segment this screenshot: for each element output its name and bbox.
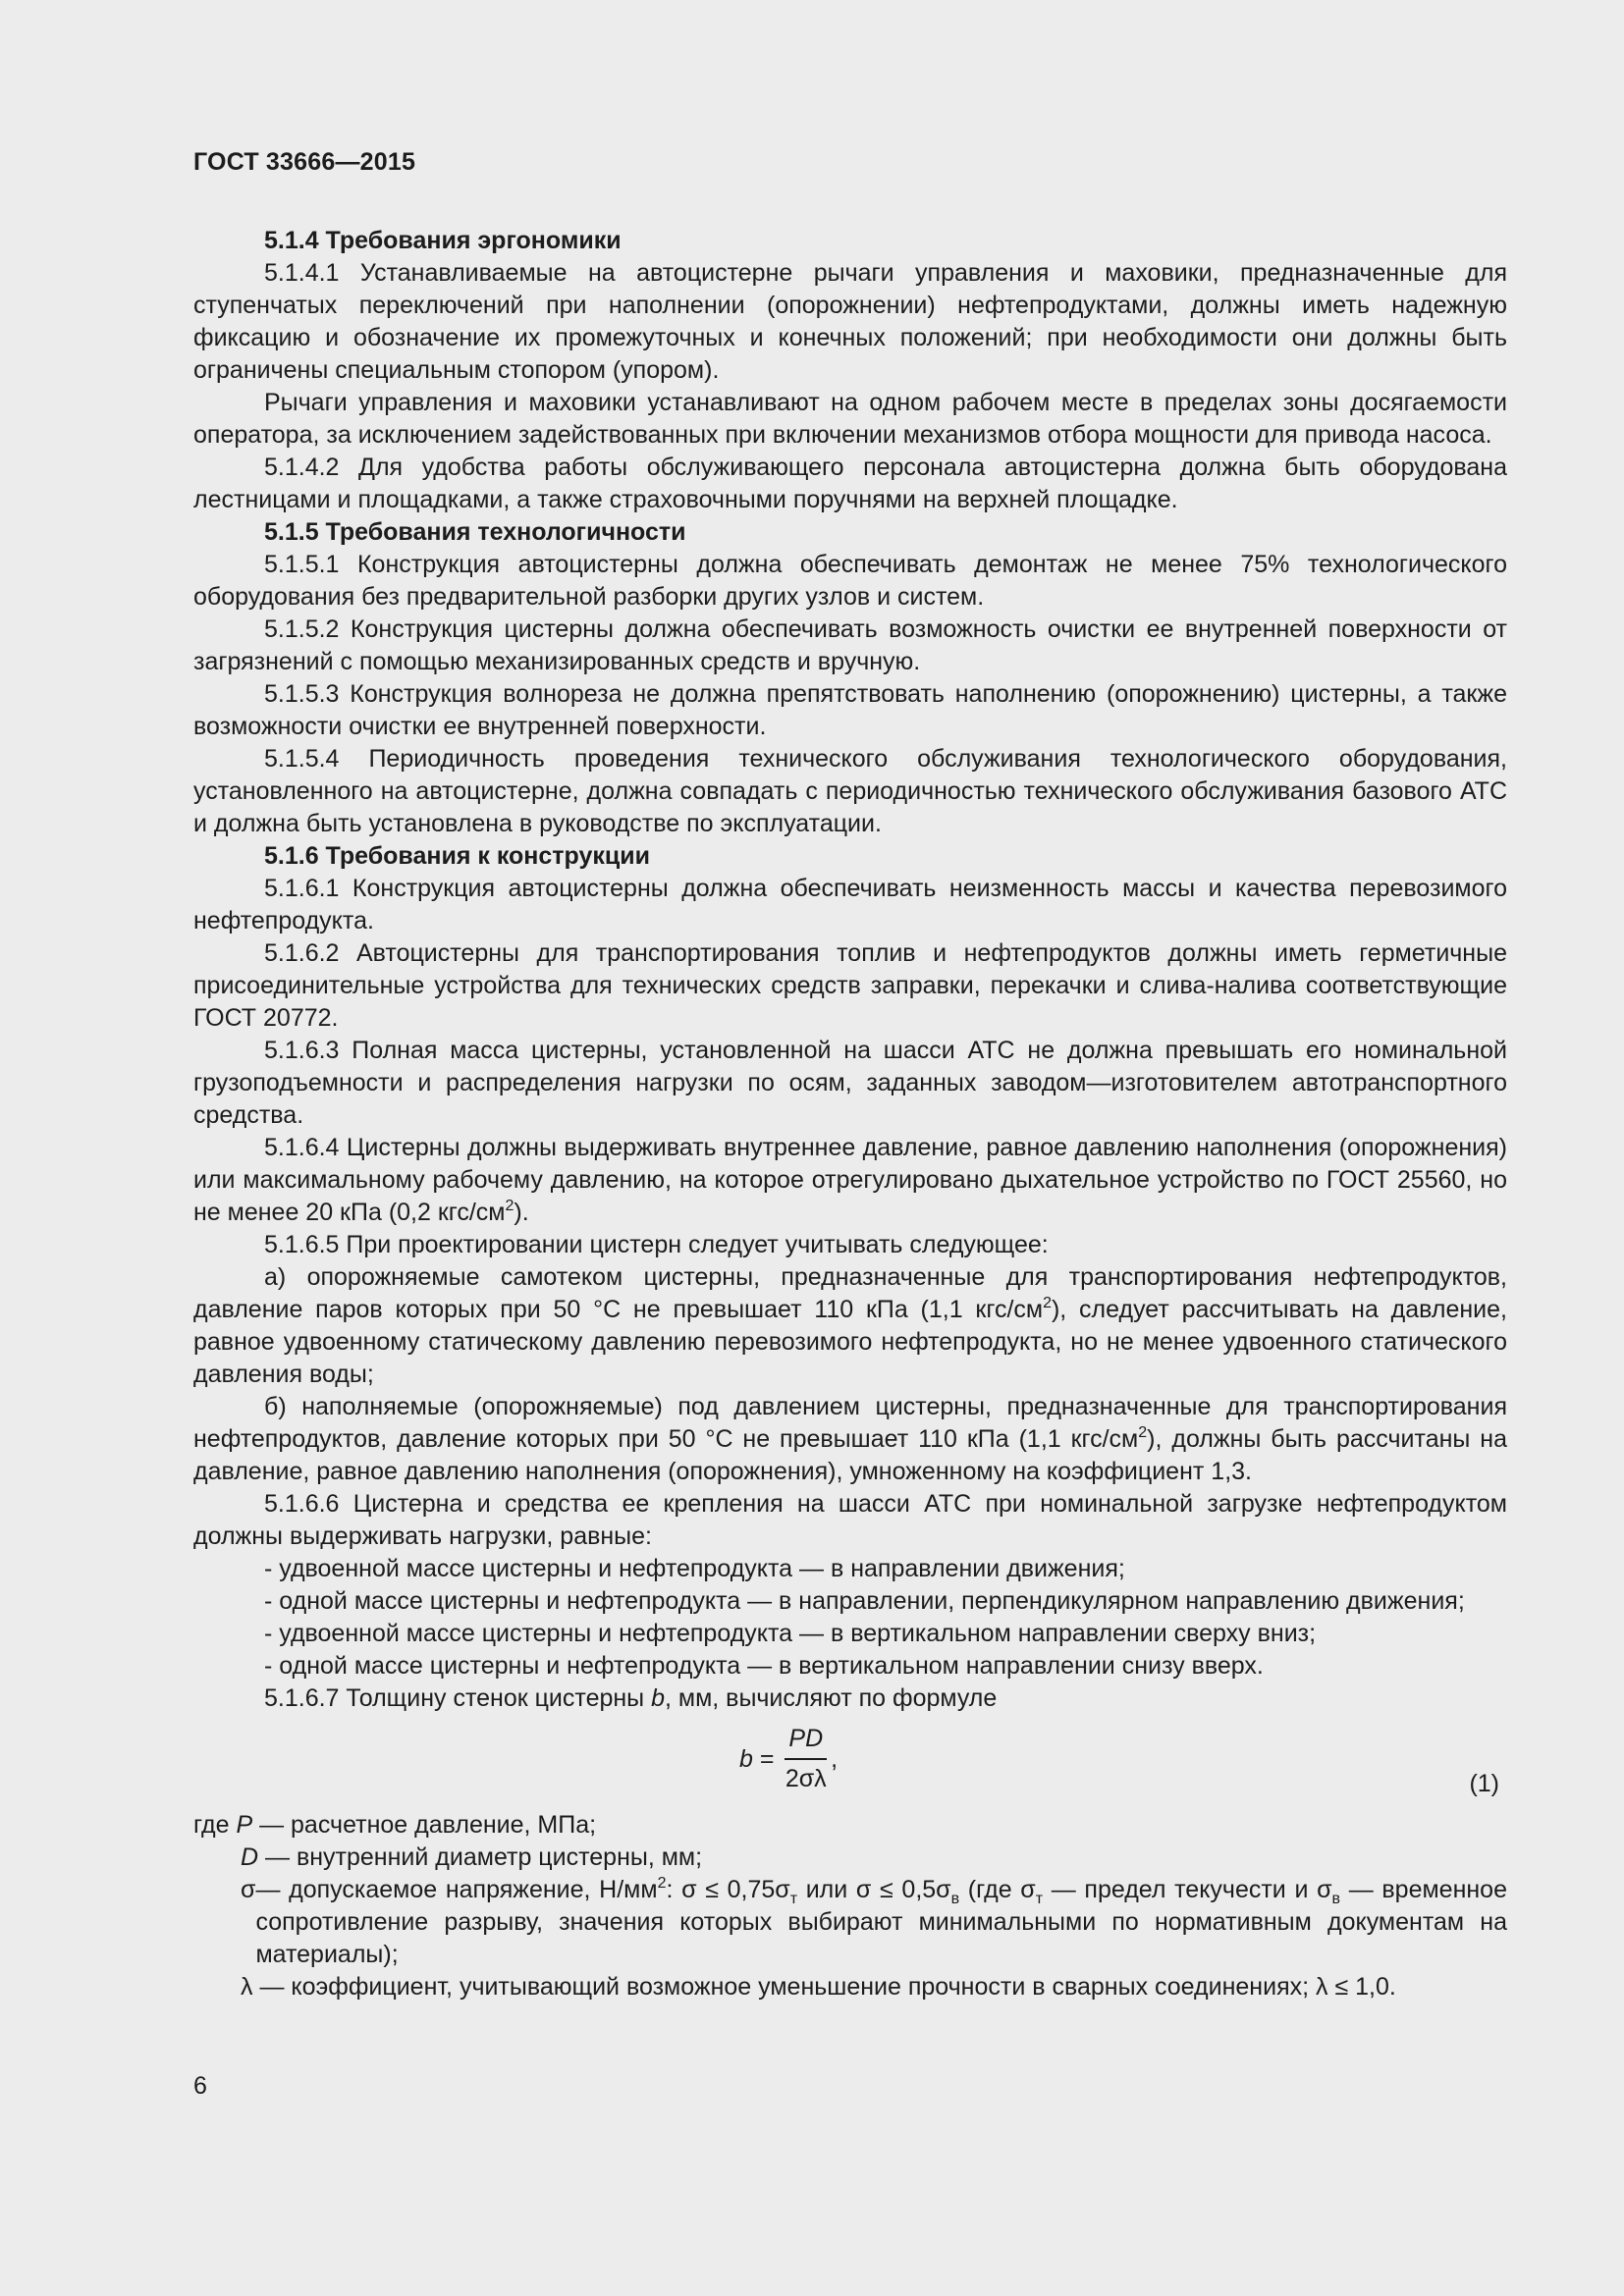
- text-run: б) наполняемые (опорожняемые) под давлением цистерны, предназначенные для транспортирования нефтепродуктов, давление которых при 50 °С не превышает 110 кПа (1,1 кгс/см: [193, 1393, 1507, 1453]
- formula-fraction: [785, 1723, 827, 1795]
- formula-number: (1): [1469, 1770, 1499, 1797]
- formula-numerator: PD: [785, 1723, 827, 1760]
- superscript: 2: [1043, 1294, 1052, 1311]
- legend-symbol: P: [236, 1811, 253, 1839]
- text-run: — временное сопротивление разрыву, значения которых выбирают минимальными по нормативным документам на материалы);: [255, 1876, 1507, 1968]
- legend-row-d: [193, 1842, 1507, 1874]
- legend-description: — расчетное давление, МПа;: [252, 1811, 597, 1839]
- paragraph-item-b: [193, 1391, 1507, 1488]
- list-item: - удвоенной массе цистерны и нефтепродукта — в вертикальном направлении сверху вниз;: [264, 1620, 1317, 1647]
- section-heading-5-1-6: 5.1.6 Требования к конструкции: [264, 842, 650, 870]
- subscript: т: [1035, 1891, 1044, 1907]
- section-heading-5-1-4: 5.1.4 Требования эргономики: [264, 227, 622, 254]
- paragraph-5-1-5-2: 5.1.5.2 Конструкция цистерны должна обеспечивать возможность очистки ее внутренней поверхности от загрязнений с помощью механизированных средств и вручную.: [193, 615, 1507, 675]
- formula-legend: [193, 1809, 1507, 2003]
- paragraph-5-1-5-4: 5.1.5.4 Периодичность проведения технического обслуживания технологического оборудования, установленного на автоцистерне, должна совпадать с периодичностью технического обслуживания базового АТС и должна быть установлена в руководстве по эксплуатации.: [193, 745, 1507, 837]
- formula-trail: ,: [831, 1744, 839, 1773]
- text-run: (где σ: [959, 1876, 1036, 1903]
- legend-row-lambda: [193, 1971, 1507, 2003]
- formula-expression: [739, 1723, 838, 1795]
- list-item: - одной массе цистерны и нефтепродукта — в вертикальном направлении снизу вверх.: [264, 1652, 1264, 1680]
- subscript: т: [789, 1891, 798, 1907]
- text-run: — допускаемое напряжение, Н/мм: [255, 1876, 658, 1903]
- superscript: 2: [505, 1197, 514, 1214]
- legend-prefix: где: [193, 1811, 237, 1839]
- legend-symbol: λ: [241, 1973, 253, 2001]
- paragraph-5-1-6-4: [193, 1132, 1507, 1229]
- paragraph-5-1-5-3: 5.1.5.3 Конструкция волнореза не должна препятствовать наполнению (опорожнению) цистерны, а также возможности очистки ее внутренней поверхности.: [193, 680, 1507, 740]
- paragraph-5-1-5-1: 5.1.5.1 Конструкция автоцистерны должна обеспечивать демонтаж не менее 75% технологического оборудования без предварительной разборки других узлов и систем.: [193, 551, 1507, 611]
- legend-row-p: [193, 1809, 1507, 1842]
- text-run: ), следует рассчитывать на давление, равное удвоенному статическому давлению перевозимого нефтепродукта, но не менее удвоенного статического давления воды;: [193, 1296, 1507, 1388]
- section-heading-5-1-5: 5.1.5 Требования технологичности: [264, 518, 686, 546]
- text-run: или σ ≤ 0,5σ: [797, 1876, 951, 1903]
- paragraph-5-1-6-5: 5.1.6.5 При проектировании цистерн следует учитывать следующее:: [264, 1231, 1049, 1258]
- legend-description: — внутренний диаметр цистерны, мм;: [258, 1843, 703, 1871]
- legend-row-sigma: [193, 1874, 1507, 1971]
- paragraph-5-1-6-1: 5.1.6.1 Конструкция автоцистерны должна обеспечивать неизменность массы и качества перевозимого нефтепродукта.: [193, 875, 1507, 934]
- superscript: 2: [657, 1874, 667, 1892]
- list-item: - одной массе цистерны и нефтепродукта — в направлении, перпендикулярном направлению движения;: [264, 1587, 1465, 1615]
- page-number: 6: [193, 2072, 207, 2100]
- superscript: 2: [1138, 1423, 1148, 1441]
- formula-1: [193, 1723, 1507, 1807]
- subscript: в: [1331, 1891, 1341, 1907]
- text-run: ), должны быть рассчитаны на давление, равное давлению наполнения (опорожнения), умноженному на коэффициент 1,3.: [193, 1425, 1508, 1485]
- paragraph-5-1-6-7: [193, 1682, 1507, 1715]
- formula-lhs: b: [739, 1744, 753, 1773]
- legend-description: — коэффициент, учитывающий возможное уменьшение прочности в сварных соединениях; λ ≤ 1,0.: [252, 1973, 1396, 2001]
- document-body: [193, 225, 1507, 2003]
- paragraph-5-1-4-1: 5.1.4.1 Устанавливаемые на автоцистерне рычаги управления и маховики, предназначенные для ступенчатых переключений при наполнении (опорожнении) нефтепродуктами, должны иметь надежную фиксацию и обозначение их промежуточных и конечных положений; при необходимости они должны быть ограничены специальным стопором (упором).: [193, 259, 1507, 384]
- paragraph-5-1-4-1-cont: Рычаги управления и маховики устанавливают на одном рабочем месте в пределах зоны досягаемости оператора, за исключением задействованных при включении механизмов отбора мощности для привода насоса.: [193, 389, 1507, 449]
- text-run: — предел текучести и σ: [1043, 1876, 1332, 1903]
- subscript: в: [950, 1891, 960, 1907]
- legend-symbol: D: [241, 1843, 259, 1871]
- text-run: ).: [514, 1199, 529, 1226]
- document-header: ГОСТ 33666—2015: [193, 148, 416, 176]
- paragraph-5-1-6-2: 5.1.6.2 Автоцистерны для транспортирования топлив и нефтепродуктов должны иметь герметичные присоединительные устройства для технических средств заправки, перекачки и слива-налива соответствующие ГОСТ 20772.: [193, 939, 1507, 1032]
- text-run: 5.1.6.7 Толщину стенок цистерны: [264, 1684, 652, 1712]
- text-run: а) опорожняемые самотеком цистерны, предназначенные для транспортирования нефтепродуктов, давление паров которых при 50 °С не превышает 110 кПа (1,1 кгс/см: [193, 1263, 1507, 1323]
- paragraph-5-1-6-6: 5.1.6.6 Цистерна и средства ее крепления на шасси АТС при номинальной загрузке нефтепродуктом должны выдерживать нагрузки, равные:: [193, 1490, 1507, 1550]
- formula-denominator: 2σλ: [785, 1765, 827, 1792]
- text-run: , мм, вычисляют по формуле: [665, 1684, 998, 1712]
- list-item: - удвоенной массе цистерны и нефтепродукта — в направлении движения;: [264, 1555, 1125, 1582]
- variable: b: [651, 1684, 665, 1712]
- legend-symbol: σ: [241, 1876, 256, 1903]
- text-run: : σ ≤ 0,75σ: [666, 1876, 790, 1903]
- text-run: 5.1.6.4 Цистерны должны выдерживать внутреннее давление, равное давлению наполнения (опорожнения) или максимальному рабочему давлению, на которое отрегулировано дыхательное устройство по ГОСТ 25560, но не менее 20 кПа (0,2 кгс/см: [193, 1134, 1507, 1226]
- paragraph-5-1-4-2: 5.1.4.2 Для удобства работы обслуживающего персонала автоцистерна должна быть оборудована лестницами и площадками, а также страховочными поручнями на верхней площадке.: [193, 454, 1507, 513]
- paragraph-5-1-6-3: 5.1.6.3 Полная масса цистерны, установленной на шасси АТС не должна превышать его номинальной грузоподъемности и распределения нагрузки по осям, заданных заводом—изготовителем автотранспортного средства.: [193, 1037, 1507, 1129]
- paragraph-item-a: [193, 1261, 1507, 1391]
- formula-equals: =: [752, 1744, 782, 1773]
- legend-description: [255, 1874, 1507, 1971]
